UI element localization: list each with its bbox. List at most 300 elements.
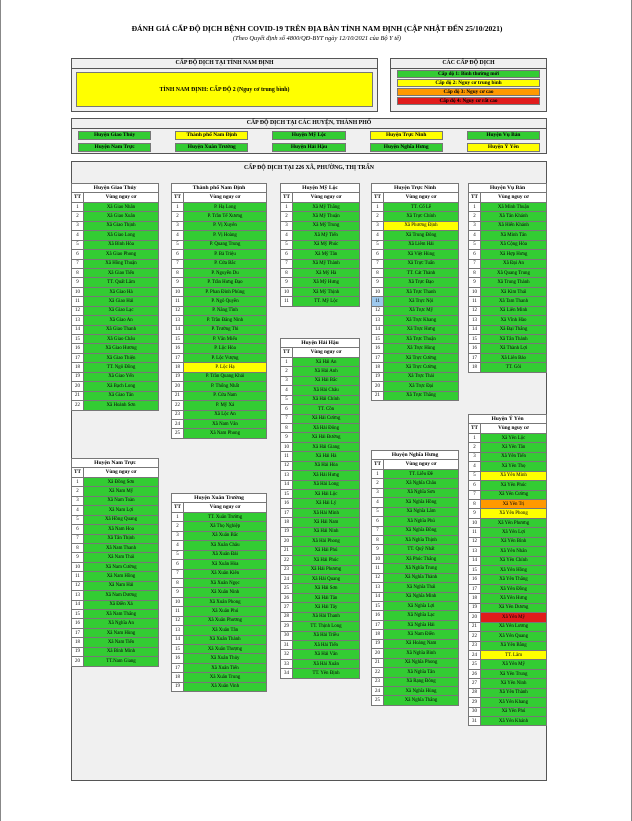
commune-cell: TT. Cát Thành bbox=[384, 268, 459, 277]
row-index: 13 bbox=[372, 316, 384, 325]
row-index: 4 bbox=[72, 231, 84, 240]
row-index: 5 bbox=[72, 515, 84, 524]
row-index: 3 bbox=[469, 221, 481, 230]
table-row bbox=[469, 566, 547, 575]
row-index: 8 bbox=[72, 543, 84, 552]
table-row bbox=[469, 259, 547, 268]
district-level-cell: Huyện Ý Yên bbox=[467, 143, 540, 152]
commune-cell: Xã Nghĩa Hùng bbox=[384, 686, 459, 695]
table-row bbox=[172, 512, 267, 521]
commune-table bbox=[171, 493, 267, 692]
commune-cell: Xã Quang Trung bbox=[481, 268, 547, 277]
commune-cell: Xã Xuân Kiên bbox=[184, 569, 267, 578]
row-index: 5 bbox=[281, 395, 293, 404]
district-level-cell: Thành phố Nam Định bbox=[175, 131, 248, 140]
table-row bbox=[72, 344, 159, 353]
table-row bbox=[172, 569, 267, 578]
table-row bbox=[172, 673, 267, 682]
table-row bbox=[172, 297, 267, 306]
col-header-tt: TT bbox=[281, 348, 293, 357]
row-index: 6 bbox=[281, 250, 293, 259]
commune-table bbox=[468, 414, 547, 726]
row-index: 6 bbox=[72, 525, 84, 534]
commune-cell: TT. Liễu Đề bbox=[384, 469, 459, 478]
table-row bbox=[281, 357, 360, 366]
district-table-title: Huyện Xuân Trường bbox=[172, 494, 267, 503]
commune-cell: Xã Yên Cường bbox=[481, 490, 547, 499]
row-index: 1 bbox=[172, 512, 184, 521]
row-index: 5 bbox=[72, 240, 84, 249]
table-row bbox=[172, 335, 267, 344]
row-index: 10 bbox=[469, 287, 481, 296]
commune-cell: TT. Quất Lâm bbox=[84, 278, 159, 287]
table-row bbox=[469, 698, 547, 707]
commune-cell: Xã Hải Sơn bbox=[293, 584, 360, 593]
table-row bbox=[172, 287, 267, 296]
table-row bbox=[72, 335, 159, 344]
commune-cell: Xã Yên Tân bbox=[481, 443, 547, 452]
row-index: 9 bbox=[172, 278, 184, 287]
commune-cell: Xã Xuân Hòa bbox=[184, 560, 267, 569]
commune-cell: P. Vị Xuyên bbox=[184, 221, 267, 230]
row-index: 27 bbox=[469, 679, 481, 688]
commune-cell: Xã Đồng Sơn bbox=[84, 477, 159, 486]
row-index: 13 bbox=[469, 316, 481, 325]
commune-level-header: CẤP ĐỘ DỊCH TẠI 226 XÃ, PHƯỜNG, THỊ TRẤN bbox=[244, 165, 374, 171]
table-row bbox=[469, 499, 547, 508]
commune-cell: Xã Trực Nội bbox=[384, 297, 459, 306]
table-row bbox=[172, 268, 267, 277]
table-row bbox=[72, 306, 159, 315]
table-row bbox=[469, 547, 547, 556]
row-index: 21 bbox=[469, 622, 481, 631]
table-row bbox=[72, 553, 159, 562]
commune-cell: Xã Trực Hùng bbox=[384, 344, 459, 353]
table-row bbox=[172, 401, 267, 410]
table-row bbox=[372, 554, 459, 563]
table-row bbox=[469, 669, 547, 678]
commune-cell: Xã Trực Thuận bbox=[384, 335, 459, 344]
commune-cell: Xã Trực Thanh bbox=[384, 287, 459, 296]
table-row bbox=[372, 696, 459, 705]
commune-cell: Xã Hải Giang bbox=[293, 442, 360, 451]
commune-cell: Xã Hải Tây bbox=[293, 603, 360, 612]
row-index: 7 bbox=[72, 534, 84, 543]
table-row bbox=[372, 268, 459, 277]
row-index: 14 bbox=[172, 325, 184, 334]
table-row bbox=[172, 259, 267, 268]
col-header-area: Vùng nguy cơ bbox=[384, 193, 459, 202]
row-index: 7 bbox=[372, 526, 384, 535]
row-index: 11 bbox=[469, 528, 481, 537]
row-index: 18 bbox=[72, 638, 84, 647]
district-level-cell: Huyện Xuân Trường bbox=[175, 143, 248, 152]
commune-cell: P. Quang Trung bbox=[184, 240, 267, 249]
row-index: 24 bbox=[172, 419, 184, 428]
row-index: 13 bbox=[172, 626, 184, 635]
commune-cell: Xã Yên Mỹ bbox=[481, 660, 547, 669]
row-index: 2 bbox=[469, 212, 481, 221]
row-index: 7 bbox=[469, 490, 481, 499]
commune-cell: Xã Liên Minh bbox=[481, 306, 547, 315]
commune-cell: Xã Nam Điền bbox=[384, 630, 459, 639]
row-index: 10 bbox=[281, 287, 293, 296]
commune-cell: Xã Nam Thanh bbox=[84, 543, 159, 552]
table-row bbox=[172, 635, 267, 644]
row-index: 14 bbox=[172, 635, 184, 644]
district-table-title: Huyện Trực Ninh bbox=[372, 184, 459, 193]
table-row bbox=[372, 287, 459, 296]
district-level-cell: Huyện Hải Hậu bbox=[272, 143, 345, 152]
table-row bbox=[469, 622, 547, 631]
table-row bbox=[172, 607, 267, 616]
commune-cell: Xã Nghĩa Thái bbox=[384, 583, 459, 592]
row-index: 14 bbox=[372, 592, 384, 601]
commune-cell: TT. Gôi bbox=[481, 363, 547, 372]
table-row bbox=[281, 405, 360, 414]
commune-cell: Xã Nam Toàn bbox=[84, 496, 159, 505]
table-row bbox=[469, 452, 547, 461]
row-index: 18 bbox=[172, 363, 184, 372]
table-row bbox=[281, 631, 360, 640]
table-row bbox=[372, 535, 459, 544]
commune-cell: Xã Minh Thuận bbox=[481, 202, 547, 211]
table-row bbox=[469, 660, 547, 669]
row-index: 13 bbox=[469, 547, 481, 556]
table-row bbox=[469, 518, 547, 527]
table-row bbox=[281, 414, 360, 423]
district-table-title: Huyện Nghĩa Hưng bbox=[372, 451, 459, 460]
commune-cell: Xã Xuân Châu bbox=[184, 541, 267, 550]
table-row bbox=[372, 479, 459, 488]
table-row bbox=[281, 471, 360, 480]
commune-cell: Xã Xuân Bắc bbox=[184, 531, 267, 540]
commune-cell: Xã Hải Thanh bbox=[293, 612, 360, 621]
row-index: 17 bbox=[172, 663, 184, 672]
commune-cell: Xã Xuân Vinh bbox=[184, 682, 267, 691]
table-row bbox=[281, 508, 360, 517]
table-row bbox=[469, 202, 547, 211]
table-row bbox=[281, 395, 360, 404]
row-index: 8 bbox=[469, 499, 481, 508]
table-row bbox=[372, 382, 459, 391]
table-row bbox=[72, 487, 159, 496]
table-row bbox=[72, 240, 159, 249]
table-row bbox=[72, 647, 159, 656]
commune-cell: Xã Yên Thọ bbox=[481, 462, 547, 471]
commune-cell: Xã Giao Thiện bbox=[84, 353, 159, 362]
commune-cell: Xã Hải Phúc bbox=[293, 556, 360, 565]
commune-cell: Xã Yên Khánh bbox=[481, 717, 547, 726]
table-row bbox=[72, 278, 159, 287]
commune-cell: Xã Nam Thái bbox=[84, 553, 159, 562]
table-row bbox=[281, 287, 360, 296]
table-row bbox=[72, 496, 159, 505]
commune-cell: Xã Nam Phong bbox=[184, 429, 267, 438]
col-header-area: Vùng nguy cơ bbox=[384, 460, 459, 469]
row-index: 9 bbox=[72, 553, 84, 562]
table-row bbox=[281, 641, 360, 650]
table-row bbox=[372, 658, 459, 667]
table-row bbox=[172, 212, 267, 221]
commune-cell: Xã Trực Đạo bbox=[384, 278, 459, 287]
table-row bbox=[469, 632, 547, 641]
table-row bbox=[172, 531, 267, 540]
commune-cell: Xã Liêm Hải bbox=[384, 240, 459, 249]
table-row bbox=[469, 443, 547, 452]
commune-cell: Xã Hải Đông bbox=[293, 423, 360, 432]
commune-cell: Xã Nam Mỹ bbox=[84, 487, 159, 496]
row-index: 6 bbox=[72, 250, 84, 259]
commune-cell: Xã Nghĩa Sơn bbox=[384, 488, 459, 497]
commune-cell: Xã Mỹ Phúc bbox=[293, 240, 360, 249]
table-row bbox=[281, 221, 360, 230]
commune-cell: P. Ngô Quyền bbox=[184, 297, 267, 306]
table-row bbox=[372, 677, 459, 686]
commune-cell: Xã Yên Ninh bbox=[481, 679, 547, 688]
table-row bbox=[172, 663, 267, 672]
row-index: 17 bbox=[281, 508, 293, 517]
commune-cell: Xã Yên Nhân bbox=[481, 547, 547, 556]
row-index: 15 bbox=[281, 490, 293, 499]
table-row bbox=[172, 654, 267, 663]
row-index: 21 bbox=[172, 391, 184, 400]
row-index: 7 bbox=[72, 259, 84, 268]
row-index: 12 bbox=[372, 573, 384, 582]
row-index: 5 bbox=[469, 240, 481, 249]
commune-cell: Xã Giao Long bbox=[84, 231, 159, 240]
commune-cell: P. Trường Thi bbox=[184, 325, 267, 334]
table-row bbox=[372, 297, 459, 306]
commune-cell: Xã Yên Phong bbox=[481, 509, 547, 518]
table-row bbox=[72, 591, 159, 600]
commune-cell: Xã Giao Xuân bbox=[84, 212, 159, 221]
commune-cell: Xã Yên Hưng bbox=[481, 594, 547, 603]
commune-cell: Xã Yên Trung bbox=[481, 669, 547, 678]
col-header-tt: TT bbox=[469, 193, 481, 202]
commune-cell: Xã Hải Ninh bbox=[293, 527, 360, 536]
table-row bbox=[72, 268, 159, 277]
table-row bbox=[172, 250, 267, 259]
table-row bbox=[281, 556, 360, 565]
commune-cell: Xã Xuân Trung bbox=[184, 673, 267, 682]
table-row bbox=[281, 452, 360, 461]
commune-cell: Xã Giao Lạc bbox=[84, 306, 159, 315]
commune-cell: TT. Xuân Trường bbox=[184, 512, 267, 521]
table-row bbox=[281, 278, 360, 287]
row-index: 9 bbox=[372, 278, 384, 287]
table-row bbox=[172, 588, 267, 597]
commune-cell: Xã Hải Minh bbox=[293, 508, 360, 517]
commune-cell: P. Bà Triệu bbox=[184, 250, 267, 259]
table-row bbox=[72, 212, 159, 221]
commune-cell: Xã Trung Thành bbox=[481, 278, 547, 287]
commune-cell: Xã Tân Thịnh bbox=[84, 534, 159, 543]
table-row bbox=[469, 462, 547, 471]
commune-cell: Xã Việt Hùng bbox=[384, 250, 459, 259]
table-row bbox=[281, 433, 360, 442]
commune-cell: TT. Thịnh Long bbox=[293, 622, 360, 631]
col-header-area: Vùng nguy cơ bbox=[184, 503, 267, 512]
table-row bbox=[172, 410, 267, 419]
table-row bbox=[469, 603, 547, 612]
row-index: 17 bbox=[372, 353, 384, 362]
commune-cell: Xã Giao Châu bbox=[84, 335, 159, 344]
table-row bbox=[281, 584, 360, 593]
col-header-tt: TT bbox=[172, 503, 184, 512]
row-index: 10 bbox=[281, 442, 293, 451]
row-index: 20 bbox=[172, 382, 184, 391]
row-index: 3 bbox=[469, 452, 481, 461]
col-header-tt: TT bbox=[372, 193, 384, 202]
commune-cell: Xã Nghĩa Thịnh bbox=[384, 535, 459, 544]
district-level-cell: Huyện Giao Thủy bbox=[78, 131, 151, 140]
commune-cell: Xã Nam Hoa bbox=[84, 525, 159, 534]
commune-cell: Xã Nam Thắng bbox=[84, 610, 159, 619]
commune-cell: Xã Nam Hồng bbox=[84, 572, 159, 581]
row-index: 2 bbox=[281, 212, 293, 221]
report-title: ĐÁNH GIÁ CẤP ĐỘ DỊCH BỆNH COVID-19 TRÊN ĐỊA BÀN TỈNH NAM ĐỊNH (CẬP NHẬT ĐẾN 25/10/2021) bbox=[131, 24, 503, 33]
row-index: 25 bbox=[469, 660, 481, 669]
district-level-cell: Huyện Nghĩa Hưng bbox=[370, 143, 443, 152]
commune-cell: Xã Phúc Thắng bbox=[384, 554, 459, 563]
commune-table bbox=[280, 338, 360, 679]
commune-cell: Xã Trực Tuấn bbox=[384, 259, 459, 268]
province-level-status: TỈNH NAM ĐỊNH: CẤP ĐỘ 2 (Nguy cơ trung bình) bbox=[76, 72, 373, 107]
commune-cell: Xã Vĩnh Hào bbox=[481, 316, 547, 325]
table-row bbox=[172, 626, 267, 635]
col-header-area: Vùng nguy cơ bbox=[184, 193, 267, 202]
commune-cell: Xã Hải Đường bbox=[293, 433, 360, 442]
table-row bbox=[281, 367, 360, 376]
commune-cell: Xã Hải Lộc bbox=[293, 490, 360, 499]
row-index: 8 bbox=[469, 268, 481, 277]
row-index: 11 bbox=[281, 452, 293, 461]
table-row bbox=[72, 628, 159, 637]
commune-cell: Xã Xuân Tân bbox=[184, 626, 267, 635]
commune-cell: Xã Hải Anh bbox=[293, 367, 360, 376]
row-index: 18 bbox=[72, 363, 84, 372]
table-row bbox=[469, 306, 547, 315]
commune-cell: P. Cửa Nam bbox=[184, 391, 267, 400]
table-row bbox=[172, 372, 267, 381]
table-row bbox=[372, 306, 459, 315]
commune-cell: Xã Nam Dương bbox=[84, 591, 159, 600]
table-row bbox=[72, 297, 159, 306]
row-index: 20 bbox=[72, 657, 84, 666]
row-index: 32 bbox=[281, 650, 293, 659]
row-index: 17 bbox=[469, 353, 481, 362]
row-index: 2 bbox=[372, 212, 384, 221]
table-row bbox=[72, 363, 159, 372]
row-index: 23 bbox=[372, 677, 384, 686]
row-index: 5 bbox=[172, 550, 184, 559]
commune-cell: Xã Xuân Đài bbox=[184, 550, 267, 559]
row-index: 20 bbox=[469, 613, 481, 622]
row-index: 2 bbox=[172, 212, 184, 221]
table-row bbox=[72, 382, 159, 391]
table-row bbox=[372, 498, 459, 507]
commune-cell: Xã Nghĩa Lạc bbox=[384, 611, 459, 620]
commune-cell: Xã Hoành Sơn bbox=[84, 401, 159, 410]
col-header-tt: TT bbox=[372, 460, 384, 469]
row-index: 12 bbox=[72, 581, 84, 590]
row-index: 9 bbox=[469, 509, 481, 518]
legend-item-level-4: Cấp độ 4: Nguy cơ rất cao bbox=[397, 97, 540, 105]
row-index: 16 bbox=[72, 344, 84, 353]
row-index: 2 bbox=[372, 479, 384, 488]
table-row bbox=[372, 259, 459, 268]
report-subtitle: (Theo Quyết định số 4800/QĐ-BYT ngày 12/10/2021 của Bộ Y tế) bbox=[232, 35, 402, 42]
table-row bbox=[281, 593, 360, 602]
commune-table bbox=[280, 183, 360, 307]
commune-cell: Xã Nam Lợi bbox=[84, 506, 159, 515]
row-index: 8 bbox=[281, 268, 293, 277]
row-index: 12 bbox=[469, 537, 481, 546]
commune-cell: Xã Hải Lý bbox=[293, 499, 360, 508]
commune-cell: Xã Giao Phong bbox=[84, 250, 159, 259]
table-row bbox=[172, 306, 267, 315]
row-index: 27 bbox=[281, 603, 293, 612]
row-index: 19 bbox=[281, 527, 293, 536]
commune-cell: TT. Cổ Lễ bbox=[384, 202, 459, 211]
row-index: 8 bbox=[172, 578, 184, 587]
table-row bbox=[72, 316, 159, 325]
row-index: 18 bbox=[172, 673, 184, 682]
row-index: 1 bbox=[72, 202, 84, 211]
row-index: 8 bbox=[72, 268, 84, 277]
table-row bbox=[172, 363, 267, 372]
row-index: 14 bbox=[372, 325, 384, 334]
row-index: 22 bbox=[281, 556, 293, 565]
row-index: 15 bbox=[72, 610, 84, 619]
table-row bbox=[372, 202, 459, 211]
table-row bbox=[72, 638, 159, 647]
row-index: 10 bbox=[172, 287, 184, 296]
row-index: 19 bbox=[72, 647, 84, 656]
table-row bbox=[281, 546, 360, 555]
row-index: 16 bbox=[372, 344, 384, 353]
table-row bbox=[281, 669, 360, 678]
row-index: 31 bbox=[281, 641, 293, 650]
table-row bbox=[372, 372, 459, 381]
commune-cell: Xã Tam Thanh bbox=[481, 297, 547, 306]
commune-cell: TT. Mỹ Lộc bbox=[293, 297, 360, 306]
table-row bbox=[372, 611, 459, 620]
commune-cell: Xã Yên Hồng bbox=[481, 566, 547, 575]
row-index: 16 bbox=[172, 344, 184, 353]
row-index: 19 bbox=[372, 639, 384, 648]
table-row bbox=[172, 391, 267, 400]
commune-cell: Xã Cộng Hòa bbox=[481, 240, 547, 249]
table-row bbox=[172, 353, 267, 362]
commune-cell: Xã Nghĩa Phong bbox=[384, 658, 459, 667]
col-header-area: Vùng nguy cơ bbox=[481, 193, 547, 202]
row-index: 3 bbox=[72, 221, 84, 230]
table-row bbox=[372, 488, 459, 497]
commune-cell: Xã Nghĩa Bình bbox=[384, 649, 459, 658]
table-row bbox=[469, 717, 547, 726]
commune-cell: Xã Hải Quang bbox=[293, 574, 360, 583]
row-index: 14 bbox=[469, 325, 481, 334]
table-row bbox=[172, 541, 267, 550]
commune-cell: Xã Giao Nhân bbox=[84, 202, 159, 211]
col-header-area: Vùng nguy cơ bbox=[293, 193, 360, 202]
commune-cell: Xã Nam Cường bbox=[84, 562, 159, 571]
commune-cell: Xã Xuân Phong bbox=[184, 597, 267, 606]
commune-cell: P. Trần Tế Xương bbox=[184, 212, 267, 221]
commune-cell: Xã Giao Thanh bbox=[84, 325, 159, 334]
